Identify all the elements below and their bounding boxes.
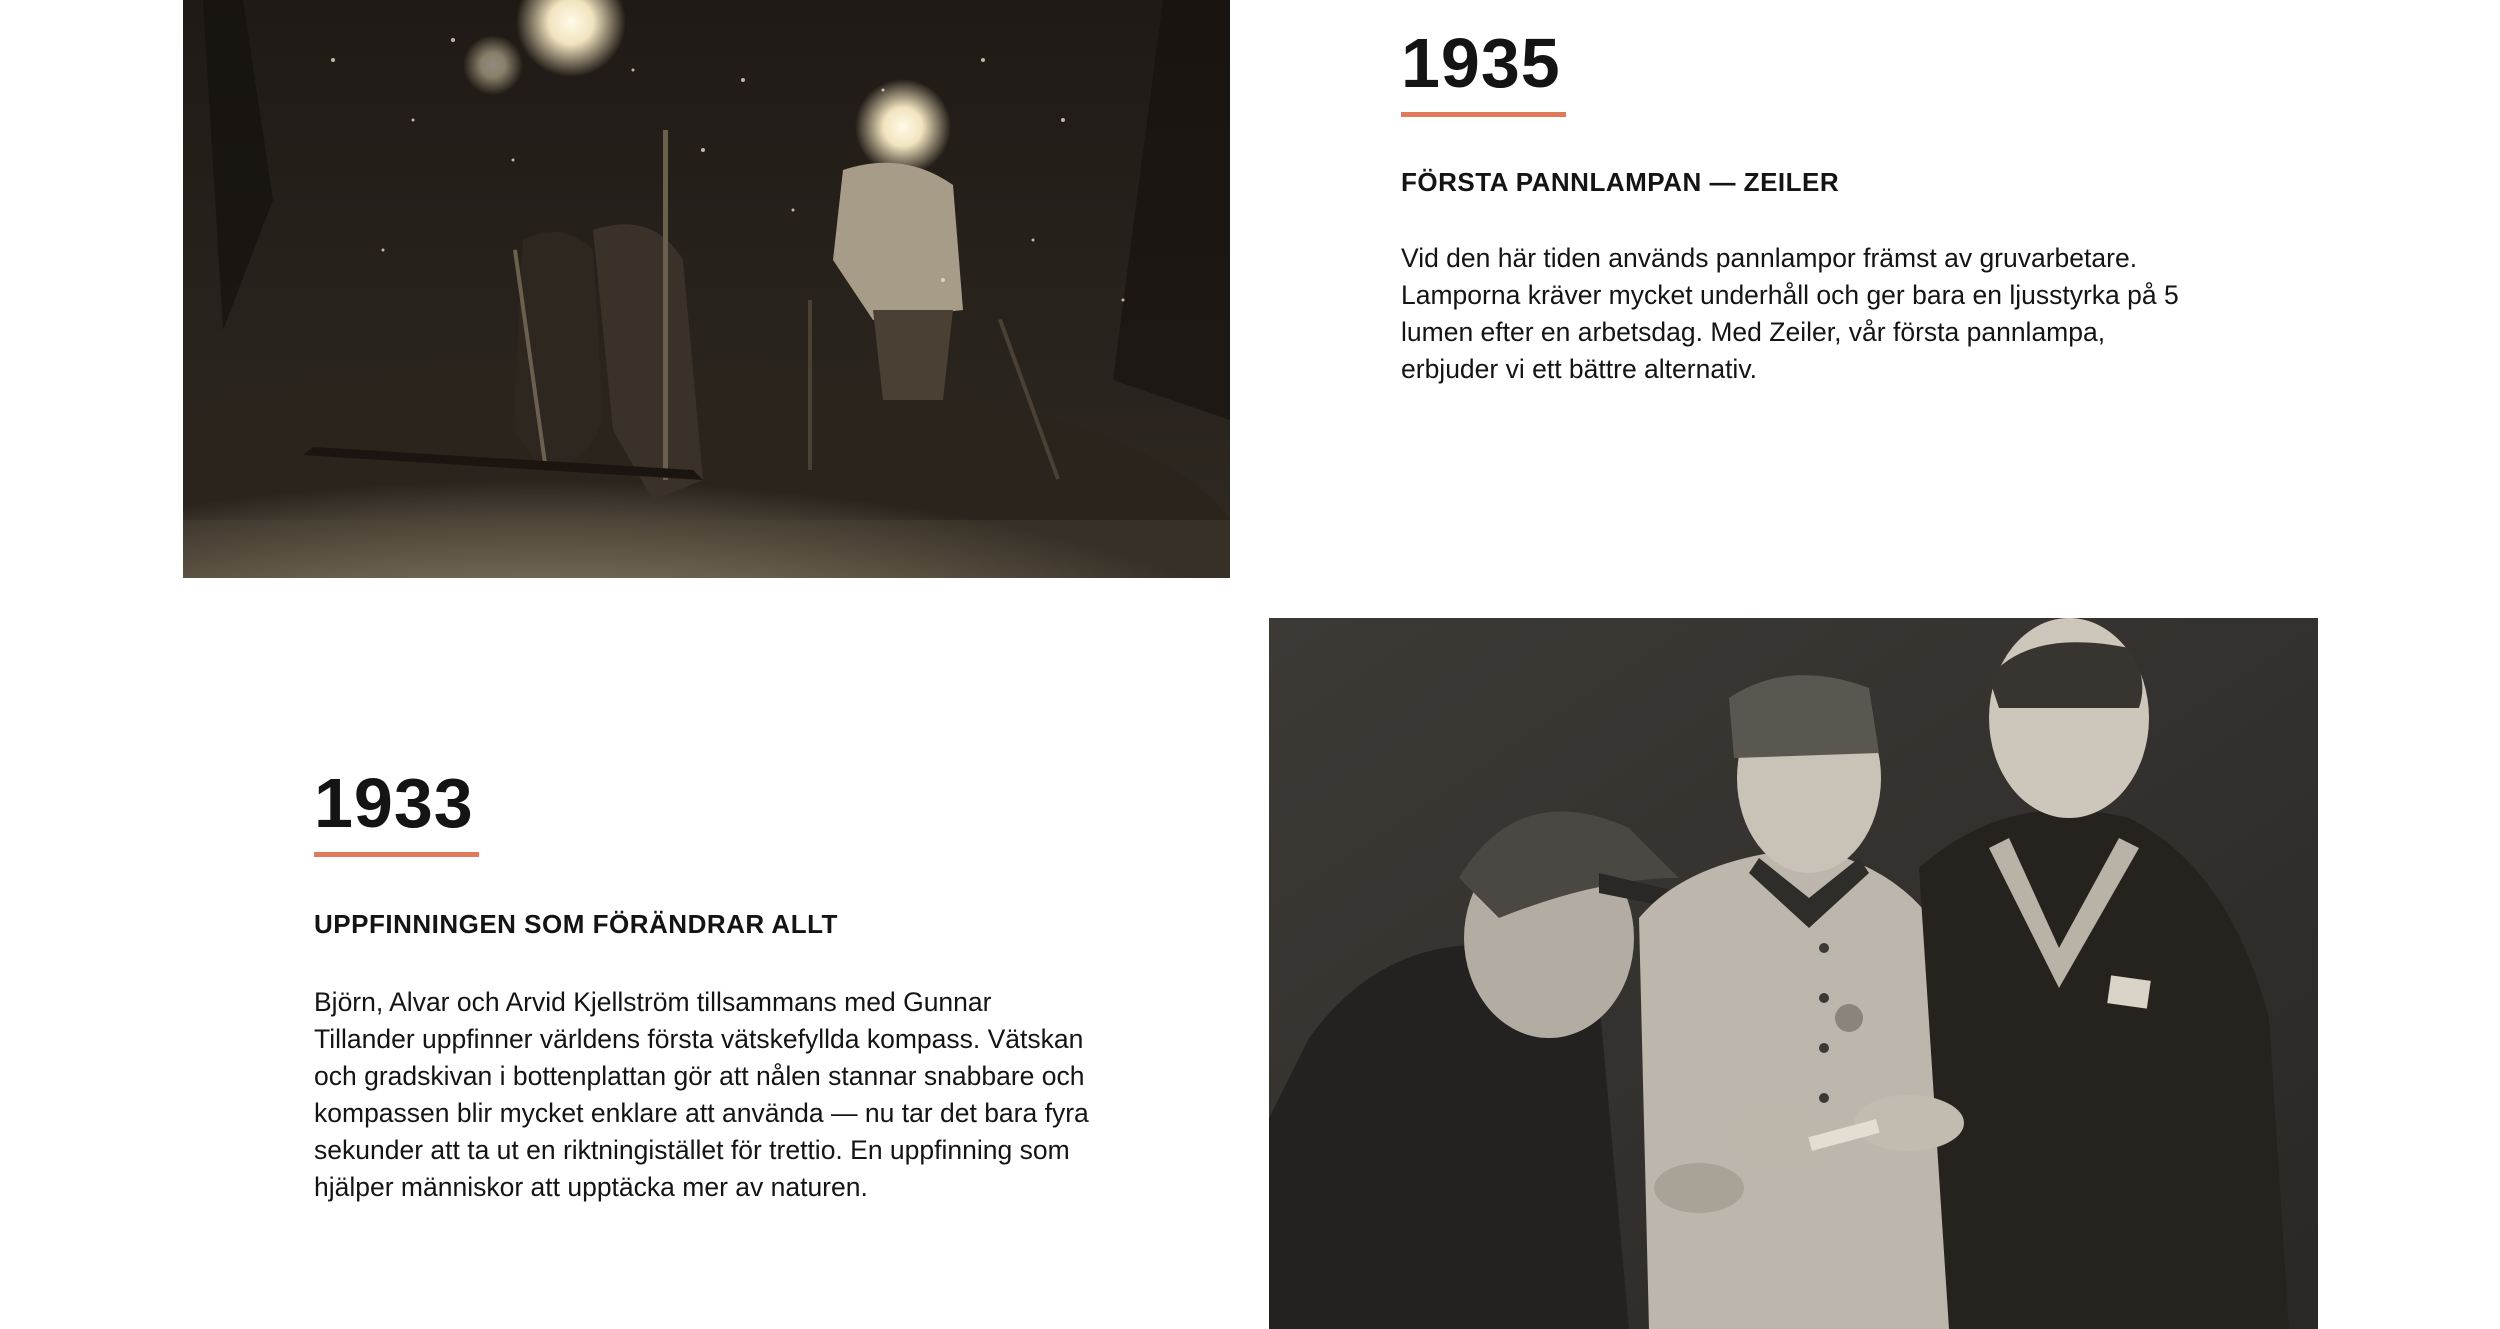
year-underline — [1401, 112, 1566, 117]
entry-title: FÖRSTA PANNLAMPAN — ZEILER — [1401, 167, 1840, 197]
entry-title: UPPFINNINGEN SOM FÖRÄNDRAR ALLT — [314, 909, 838, 939]
compass-inventors-image — [1269, 618, 2318, 1329]
timeline-entry-1933 — [314, 764, 1094, 1206]
night-skiers-photo — [183, 0, 1230, 578]
night-skiers-image — [183, 0, 1230, 578]
compass-inventors-photo — [1269, 618, 2318, 1329]
year-heading: 1933 — [314, 764, 474, 842]
year-heading: 1935 — [1401, 24, 1561, 102]
year-underline — [314, 852, 479, 857]
entry-description: Björn, Alvar och Arvid Kjellström tillsammans med Gunnar Tillander uppfinner världens första vätskefyllda kompass. Vätskan och gradskivan i bottenplattan gör att nålen stannar snabbare och kompassen blir mycket enklare att använda — nu tar det bara fyra sekunder att ta ut en riktningistället för trettio. En uppfinning som hjälper människor att upptäcka mer av naturen. — [314, 987, 1089, 1203]
timeline-entry-1935 — [1401, 24, 2181, 388]
entry-description: Vid den här tiden används pannlampor främst av gruvarbetare. Lamporna kräver mycket underhåll och ger bara en ljusstyrka på 5 lumen efter en arbetsdag. Med Zeiler, vår första pannlampa, erbjuder vi ett bättre alternativ. — [1401, 243, 2179, 385]
